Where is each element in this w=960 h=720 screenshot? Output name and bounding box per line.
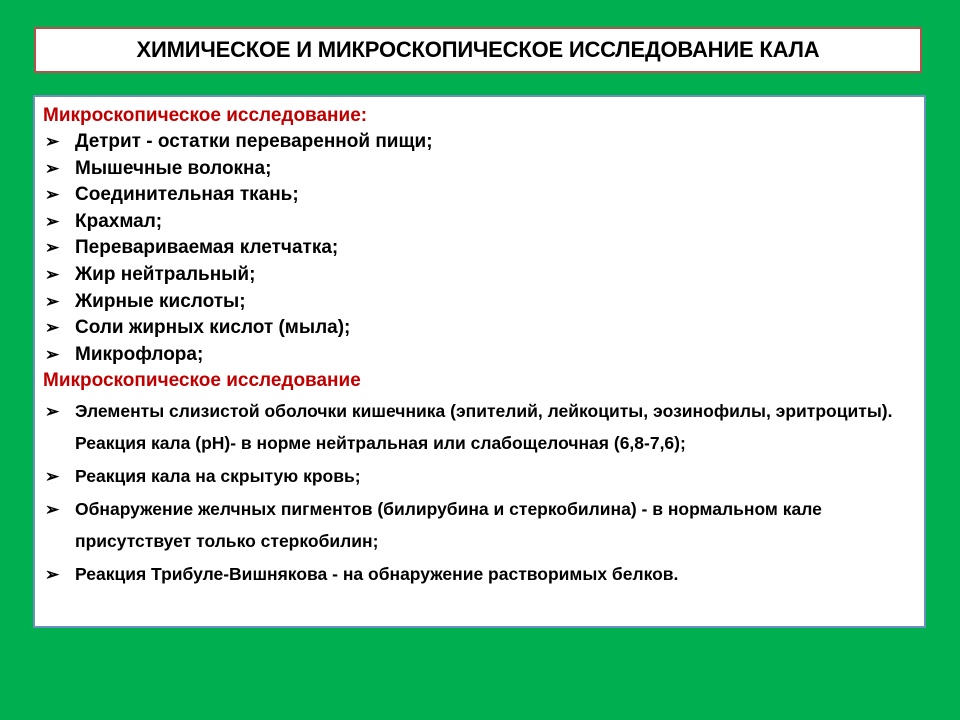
arrow-bullet-icon: ➢ [45,185,60,205]
arrow-bullet-icon: ➢ [45,264,60,284]
list-item [43,156,924,183]
list-item-text: Мышечные волокна; [75,157,272,179]
list-item [43,395,893,459]
list-item [43,209,924,236]
list-item-text: Крахмал; [75,210,163,232]
list-item-text: Соли жирных кислот (мыла); [75,317,351,339]
list-item [43,558,893,590]
arrow-bullet-icon: ➢ [45,467,60,487]
title-box [34,27,922,73]
list-item-text: Микрофлора; [75,343,204,365]
arrow-bullet-icon: ➢ [45,344,60,364]
arrow-bullet-icon: ➢ [45,158,60,178]
list-item [43,129,924,156]
list-item-text: Жирные кислоты; [75,290,246,312]
arrow-bullet-icon: ➢ [45,211,60,231]
list-item [43,493,893,557]
list-item [43,235,924,262]
section1-heading: Микроскопическое исследование: [43,105,368,126]
list-item-text: Обнаружение желчных пигментов (билирубина и стеркобилина) - в нормальном кале присутствует только стеркобилин; [75,499,822,552]
arrow-bullet-icon: ➢ [45,238,60,258]
list-item [43,342,924,369]
list-item-text: Детрит - остатки переваренной пищи; [75,131,433,152]
arrow-bullet-icon: ➢ [45,291,60,311]
list-item-text: Реакция Трибуле-Вишнякова - на обнаружение растворимых белков. [75,564,679,585]
list-item [43,289,924,316]
arrow-bullet-icon: ➢ [45,565,60,585]
list-item [43,262,924,289]
arrow-bullet-icon: ➢ [45,318,60,338]
list-item [43,182,924,209]
arrow-bullet-icon: ➢ [45,402,60,422]
list-item-text: Реакция кала на скрытую кровь; [75,466,361,487]
list-item-text: Жир нейтральный; [75,263,256,285]
list-item [43,460,893,492]
section1-list [43,129,924,368]
section2-heading: Микроскопическое исследование [43,370,361,392]
list-item-text: Перевариваемая клетчатка; [75,237,339,259]
arrow-bullet-icon: ➢ [45,500,60,520]
list-item [43,315,924,342]
slide-title: ХИМИЧЕСКОЕ И МИКРОСКОПИЧЕСКОЕ ИССЛЕДОВАНИЕ КАЛА [136,37,820,62]
arrow-bullet-icon: ➢ [45,132,60,151]
list-item-text: Соединительная ткань; [75,184,299,206]
list-item-text: Элементы слизистой оболочки кишечника (эпителий, лейкоциты, эозинофилы, эритроциты). Реакция кала (pH)- в норме нейтральная или слабощелочная (6,8-7,6); [75,401,893,454]
section2-list [43,395,893,590]
content-box [33,95,926,628]
